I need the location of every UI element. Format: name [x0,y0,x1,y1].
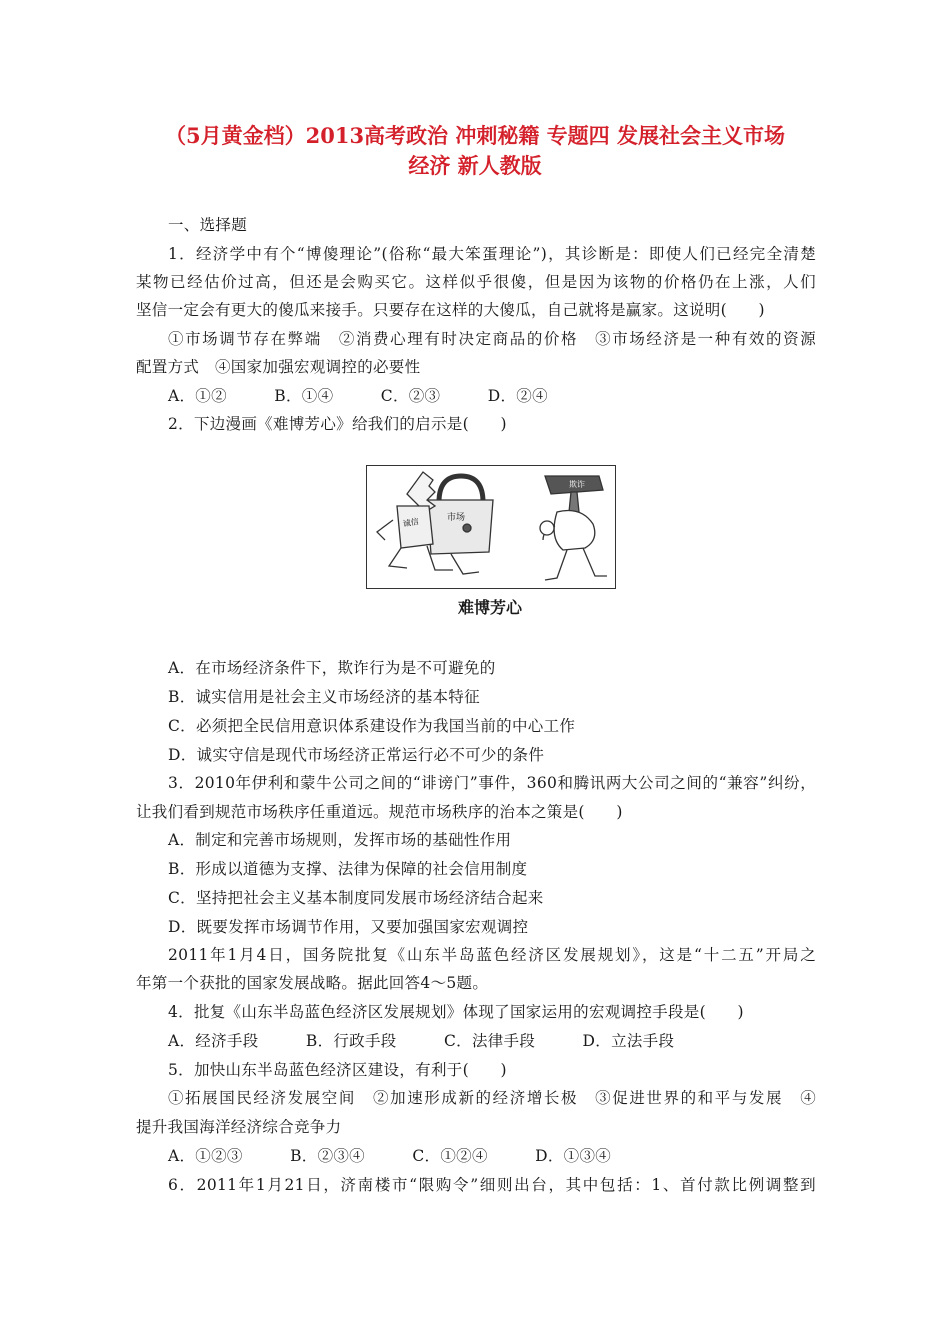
q3-option-a: A．制定和完善市场规则，发挥市场的基础性作用 [168,831,512,849]
q4-options: A．经济手段 B．行政手段 C．法律手段 D．立法手段 [168,1032,675,1050]
hammer-label: 欺诈 [569,480,585,489]
doc-title-line-2: 经济 新人教版 [408,153,542,178]
q2-option-a: A．在市场经济条件下，欺诈行为是不可避免的 [168,659,496,677]
right-leg-2 [583,548,607,576]
right-leg-1 [545,550,567,580]
figure-caption: 难博芳心 [457,598,522,617]
q5-options: A．①②③ B．②③④ C．①②④ D．①③④ [168,1147,612,1165]
doc-title-line-1: （5月黄金档）2013高考政治 冲刺秘籍 专题四 发展社会主义市场 [165,123,785,148]
hammer-neck [569,492,579,512]
q4-stem: 4．批复《山东半岛蓝色经济区发展规划》体现了国家运用的宏观调控手段是( ) [168,1003,744,1021]
q5-statements-line-1: ①拓展国民经济发展空间 ②加速形成新的经济增长极 ③促进世界的和平与发展 ④ [168,1089,816,1107]
q1-options: A．①② B．①④ C．②③ D．②④ [168,387,548,405]
q2-option-b: B．诚实信用是社会主义市场经济的基本特征 [168,688,480,706]
q1-statements-line-2: 配置方式 ④国家加强宏观调控的必要性 [136,358,421,376]
q2-option-c: C．必须把全民信用意识体系建设作为我国当前的中心工作 [168,717,576,735]
material-line-2: 年第一个获批的国家发展战略。据此回答4～5题。 [136,974,489,992]
hammer-body [554,511,595,551]
q1-stem-line-1: 1．经济学中有个“博傻理论”(俗称“最大笨蛋理论”)，其诊断是：即使人们已经完全清楚 [168,245,816,263]
key-label: 诚信 [402,516,420,529]
material-line-1: 2011年1月4日，国务院批复《山东半岛蓝色经济区发展规划》，这是“十二五”开局之 [168,946,816,964]
q5-statements-line-2: 提升我国海洋经济综合竞争力 [136,1118,342,1136]
q3-stem-line-1: 3．2010年伊利和蒙牛公司之间的“诽谤门”事件，360和腾讯两大公司之间的“兼容”纠纷， [168,774,816,792]
q3-stem-line-2: 让我们看到规范市场秩序任重道远。规范市场秩序的治本之策是( ) [136,803,623,821]
q1-statements-line-1: ①市场调节存在弊端 ②消费心理有时决定商品的价格 ③市场经济是一种有效的资源 [168,330,816,348]
cartoon-illustration [367,466,615,588]
q3-option-b: B．形成以道德为支撑、法律为保障的社会信用制度 [168,860,528,878]
lock-label: 市场 [447,513,466,523]
cartoon-figure [366,465,616,589]
q3-option-c: C．坚持把社会主义基本制度同发展市场经济结合起来 [168,889,544,907]
left-arm [377,520,393,540]
left-leg-3 [451,554,479,574]
left-leg-1 [389,548,407,568]
q6-stem-line-1: 6．2011年1月21日，济南楼市“限购令”细则出台，其中包括：1、首付款比例调整到 [168,1176,816,1194]
keyhole [463,524,471,532]
q3-option-d: D．既要发挥市场调节作用，又要加强国家宏观调控 [168,918,529,936]
q2-option-d: D．诚实守信是现代市场经济正常运行必不可少的条件 [168,746,545,764]
lock-shackle [439,476,483,502]
q1-stem-line-3: 坚信一定会有更大的傻瓜来接手。只要存在这样的大傻瓜，自己就将是赢家。这说明( ) [136,301,765,319]
q1-stem-line-2: 某物已经估价过高，但还是会购买它。这样似乎很傻，但是因为该物的价格仍在上涨，人们 [136,273,816,291]
q2-stem: 2．下边漫画《难博芳心》给我们的启示是( ) [168,415,507,433]
section-heading: 一、选择题 [168,216,248,234]
face [540,521,554,535]
key-body [397,506,433,548]
lock-body [427,500,493,554]
q5-stem: 5．加快山东半岛蓝色经济区建设，有利于( ) [168,1061,507,1079]
